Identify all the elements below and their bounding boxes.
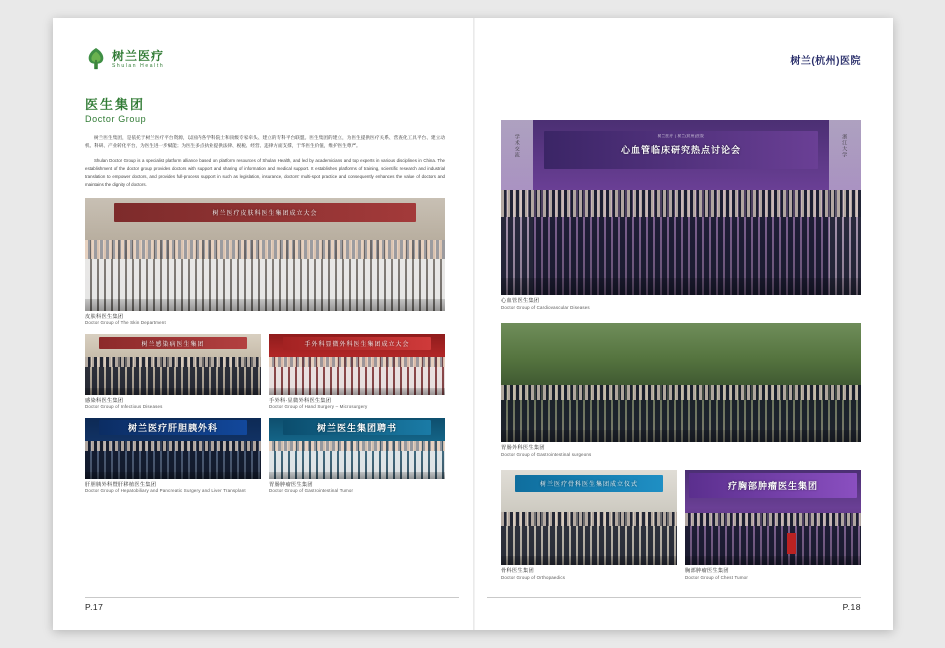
body-paragraph-en: Shulan Doctor Group is a specialist platform alliance based on platform resources of Shulan Health, and led by academicians and top experts in various disciplines in China. The establishment of the doctor group provides doctors with support and sharing of information and medical support. It establishes platforms of training, scientific research and industrial translation to empower doctors, and provides full-process support in such as legislation, insurance, doctors' multi-spot practice and consequently enhances the value of doctors and maintains the dignity of doctors. (85, 157, 445, 188)
brand-logo-right (501, 46, 861, 72)
photo-row-3 (501, 470, 861, 580)
page-number-left: P.17 (85, 602, 104, 612)
photo-banner-subtitle: 树兰医疗 | 树兰(杭州)医院 (657, 133, 705, 138)
caption-cn: 胃肠肿瘤医生集团 (269, 481, 313, 488)
photo-caption-orthopaedics (501, 568, 677, 580)
photo-banner-text: 疗胸部肿瘤医生集团 (727, 480, 818, 491)
photo-orthopaedics (501, 470, 677, 565)
photo-block-gi-surgeons (501, 323, 861, 457)
photo-caption-gi-surgeons (501, 445, 861, 457)
photo-banner-text: 树兰医生集团聘书 (316, 422, 397, 433)
photo-caption-chest-tumor (685, 568, 861, 580)
photo-caption-cardiovascular (501, 298, 861, 310)
section-title-cn: 医生集团 (85, 97, 146, 112)
caption-en: Doctor Group of Gastrointestinal surgeons (501, 451, 592, 457)
caption-cn: 皮肤科医生集团 (85, 313, 124, 320)
brand-name-en: Shulan Health (112, 62, 165, 69)
photo-caption-hand-surgery (269, 398, 445, 410)
photo-block-cardiovascular (501, 120, 861, 310)
brand-logo (85, 46, 445, 72)
photo-infectious-diseases (85, 334, 261, 395)
photo-banner-text: 树兰医疗骨科医生集团成立仪式 (539, 481, 638, 488)
caption-cn: 肝胆胰外科暨肝移植医生集团 (85, 481, 157, 488)
photo-banner-text: 树兰医疗肝胆胰外科 (127, 422, 218, 433)
photo-caption-gi-tumor (269, 482, 445, 494)
caption-en: Doctor Group of The Skin Department (85, 320, 166, 326)
caption-en: Doctor Group of Hepatobiliary and Pancreatic Surgery and Liver Transplant (85, 488, 246, 494)
caption-cn: 手外科·显微外科医生集团 (269, 397, 332, 404)
page-right (473, 18, 893, 630)
caption-en: Doctor Group of Cardiovascular Diseases (501, 304, 590, 310)
photo-gastrointestinal-tumor (269, 418, 445, 479)
side-banner-text: 浙江大学 (841, 134, 848, 158)
footer-rule (85, 597, 459, 598)
caption-cn: 骨科医生集团 (501, 568, 534, 574)
photo-hand-surgery (269, 334, 445, 395)
photo-block-hepatobiliary (85, 418, 261, 494)
section-title-en: Doctor Group (85, 114, 147, 124)
caption-en: Doctor Group of Infectious Diseases (85, 404, 163, 410)
body-paragraph-cn: 树兰医生集团，是依托于树兰医疗平台资源，以国内各学科院士和顶级专家牵头、建立的专科平台联盟。医生集团的建立，为医生提供医疗关系、营查化工具平台、建立动机、科研、产业转化平台，为医生进一步赋能；为医生多点执业提供法律、税税、经营、违律方面支撑，于华医生价值，维护医生尊严。 (85, 135, 445, 149)
photo-block-hand-surgery (269, 334, 445, 410)
photo-skin-department (85, 198, 445, 311)
caption-en: Doctor Group of Gastrointestinal Tumor (269, 488, 354, 494)
photo-block-infectious (85, 334, 261, 410)
caption-cn: 胃肠外科医生集团 (501, 445, 545, 451)
photo-caption-hepatobiliary (85, 482, 261, 494)
photo-row-2 (85, 418, 445, 494)
brand-name-cn: 树兰医疗 (112, 48, 165, 63)
page-left (53, 18, 473, 630)
photo-block-orthopaedics (501, 470, 677, 580)
tree-logo-icon (85, 47, 107, 71)
photo-banner-text: 心血管临床研究热点讨论会 (620, 145, 741, 156)
caption-cn: 感染科医生集团 (85, 397, 124, 404)
photo-banner-text: 树兰感染病医生集团 (141, 341, 205, 348)
page-number-right: P.18 (842, 602, 861, 612)
footer-rule (487, 597, 861, 598)
photo-banner-text: 手外科显微外科医生集团成立大会 (304, 341, 410, 348)
caption-cn: 胸部肿瘤医生集团 (685, 568, 729, 574)
photo-block-gi-tumor (269, 418, 445, 494)
caption-cn: 心血管医生集团 (501, 298, 540, 304)
photo-banner-text: 树兰医疗皮肤科医生集团成立大会 (212, 211, 318, 218)
photo-hepatobiliary-transplant (85, 418, 261, 479)
photo-caption-infectious (85, 398, 261, 410)
photo-block-skin (85, 198, 445, 326)
photo-block-chest-tumor (685, 470, 861, 580)
caption-en: Doctor Group of Hand Surgery – Microsurgery (269, 404, 368, 410)
caption-en: Doctor Group of Orthopaedics (501, 574, 566, 580)
caption-en: Doctor Group of Chest Tumor (685, 574, 748, 580)
photo-cardiovascular (501, 120, 861, 295)
photo-chest-tumor (685, 470, 861, 565)
photo-caption-skin (85, 314, 445, 326)
brand-text (112, 50, 164, 69)
photo-row-1 (85, 334, 445, 410)
photo-gi-surgeons (501, 323, 861, 442)
magazine-spread (53, 18, 893, 630)
right-header-brand: 树兰(杭州)医院 (790, 55, 861, 67)
side-banner-text: 学术交流 (513, 134, 520, 158)
page-gutter (473, 18, 475, 630)
